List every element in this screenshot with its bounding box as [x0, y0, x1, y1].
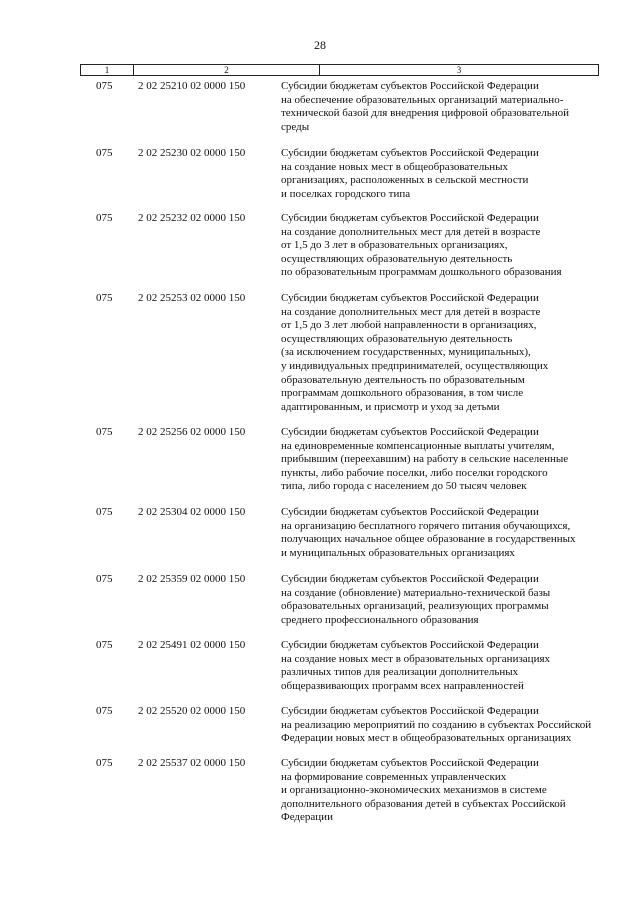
admin-code-cell: 075 — [96, 705, 113, 717]
admin-code-cell: 075 — [96, 292, 113, 304]
description-line: Субсидии бюджетам субъектов Российской Федерации — [281, 573, 539, 585]
description-cell — [281, 80, 601, 134]
description-line: на создание (обновление) материально-технической базы — [281, 586, 551, 599]
description-line: различных типов для реализации дополнительных — [281, 666, 519, 679]
page-number: 28 — [314, 38, 326, 52]
admin-code-cell: 075 — [96, 573, 113, 585]
description-cell — [281, 757, 601, 825]
description-line: на реализацию мероприятий по созданию в субъектах Российской — [281, 718, 592, 731]
description-line: организациях, расположенных в сельской местности — [281, 174, 529, 187]
budget-code-cell: 2 02 25537 02 0000 150 — [138, 757, 246, 769]
description-line: Федерации — [281, 811, 333, 824]
column-header-2: 2 — [134, 65, 320, 75]
description-line: образовательную деятельность по образовательным — [281, 373, 525, 386]
description-line: Субсидии бюджетам субъектов Российской Федерации — [281, 147, 539, 159]
description-cell — [281, 573, 601, 627]
description-cell — [281, 705, 601, 746]
admin-code-cell: 075 — [96, 639, 113, 651]
description-line: Субсидии бюджетам субъектов Российской Федерации — [281, 705, 539, 717]
description-line: (за исключением государственных, муниципальных), — [281, 346, 531, 359]
description-line: осуществляющих образовательную деятельность — [281, 252, 513, 265]
admin-code-cell: 075 — [96, 147, 113, 159]
budget-code-cell: 2 02 25232 02 0000 150 — [138, 212, 246, 224]
description-line: на создание новых мест в общеобразовательных — [281, 160, 508, 173]
budget-code-cell: 2 02 25491 02 0000 150 — [138, 639, 246, 651]
budget-code-cell: 2 02 25520 02 0000 150 — [138, 705, 246, 717]
budget-code-cell: 2 02 25304 02 0000 150 — [138, 506, 246, 518]
description-cell — [281, 506, 601, 560]
admin-code-cell: 075 — [96, 212, 113, 224]
description-line: Субсидии бюджетам субъектов Российской Федерации — [281, 292, 539, 304]
description-line: дополнительного образования детей в субъектах Российской — [281, 797, 566, 810]
description-line: на единовременные компенсационные выплаты учителям, — [281, 439, 555, 452]
description-line: Субсидии бюджетам субъектов Российской Федерации — [281, 80, 539, 92]
description-line: осуществляющих образовательную деятельность — [281, 332, 513, 345]
description-line: по образовательным программам дошкольного образования — [281, 266, 562, 279]
description-line: и поселках городского типа — [281, 187, 411, 200]
budget-code-cell: 2 02 25253 02 0000 150 — [138, 292, 246, 304]
description-line: Субсидии бюджетам субъектов Российской Федерации — [281, 426, 539, 438]
description-line: на создание дополнительных мест для детей в возрасте — [281, 225, 541, 238]
description-cell — [281, 426, 601, 494]
admin-code-cell: 075 — [96, 757, 113, 769]
description-cell — [281, 212, 601, 280]
description-line: Субсидии бюджетам субъектов Российской Федерации — [281, 639, 539, 651]
column-header-3: 3 — [456, 65, 462, 75]
admin-code-cell: 075 — [96, 506, 113, 518]
description-line: от 1,5 до 3 лет любой направленности в организациях, — [281, 319, 537, 332]
description-line: на формирование современных управленческих — [281, 770, 507, 783]
table-header — [80, 64, 599, 76]
description-line: на обеспечение образовательных организаций материально- — [281, 93, 564, 106]
description-line: общеразвивающих программ всех направленностей — [281, 679, 524, 692]
description-line: на создание дополнительных мест для детей в возрасте — [281, 305, 541, 318]
description-line: образовательных организаций, реализующих программы — [281, 600, 549, 613]
description-line: среднего профессионального образования — [281, 613, 479, 626]
description-line: Субсидии бюджетам субъектов Российской Федерации — [281, 212, 539, 224]
description-line: от 1,5 до 3 лет в образовательных организациях, — [281, 239, 508, 252]
budget-code-cell: 2 02 25359 02 0000 150 — [138, 573, 246, 585]
description-line: у индивидуальных предпринимателей, осуществляющих — [281, 359, 549, 372]
description-line: и организационно-экономических механизмов в системе — [281, 784, 547, 797]
description-cell — [281, 292, 601, 414]
description-line: получающих начальное общее образование в государственных — [281, 533, 576, 546]
description-cell — [281, 639, 601, 693]
admin-code-cell: 075 — [96, 426, 113, 438]
description-line: технической базой для внедрения цифровой образовательной — [281, 107, 570, 120]
description-line: Федерации новых мест в общеобразовательных организациях — [281, 732, 572, 745]
description-line: программам дошкольного образования, в том числе — [281, 387, 524, 400]
column-header-1: 1 — [81, 65, 134, 75]
description-line: прибывшим (переехавшим) на работу в сельские населенные — [281, 453, 569, 466]
description-cell — [281, 147, 601, 201]
description-line: Субсидии бюджетам субъектов Российской Федерации — [281, 506, 539, 518]
description-line: на организацию бесплатного горячего питания обучающихся, — [281, 519, 571, 532]
description-line: на создание новых мест в образовательных организациях — [281, 652, 551, 665]
admin-code-cell: 075 — [96, 80, 113, 92]
description-line: пункты, либо рабочие поселки, либо поселки городского — [281, 466, 548, 479]
description-line: типа, либо города с населением до 50 тысяч человек — [281, 480, 527, 493]
description-line: среды — [281, 120, 310, 133]
budget-code-cell: 2 02 25210 02 0000 150 — [138, 80, 246, 92]
description-line: адаптированным, и присмотр и уход за детьми — [281, 400, 500, 413]
description-line: и муниципальных образовательных организациях — [281, 546, 515, 559]
budget-code-cell: 2 02 25256 02 0000 150 — [138, 426, 246, 438]
description-line: Субсидии бюджетам субъектов Российской Федерации — [281, 757, 539, 769]
budget-code-cell: 2 02 25230 02 0000 150 — [138, 147, 246, 159]
